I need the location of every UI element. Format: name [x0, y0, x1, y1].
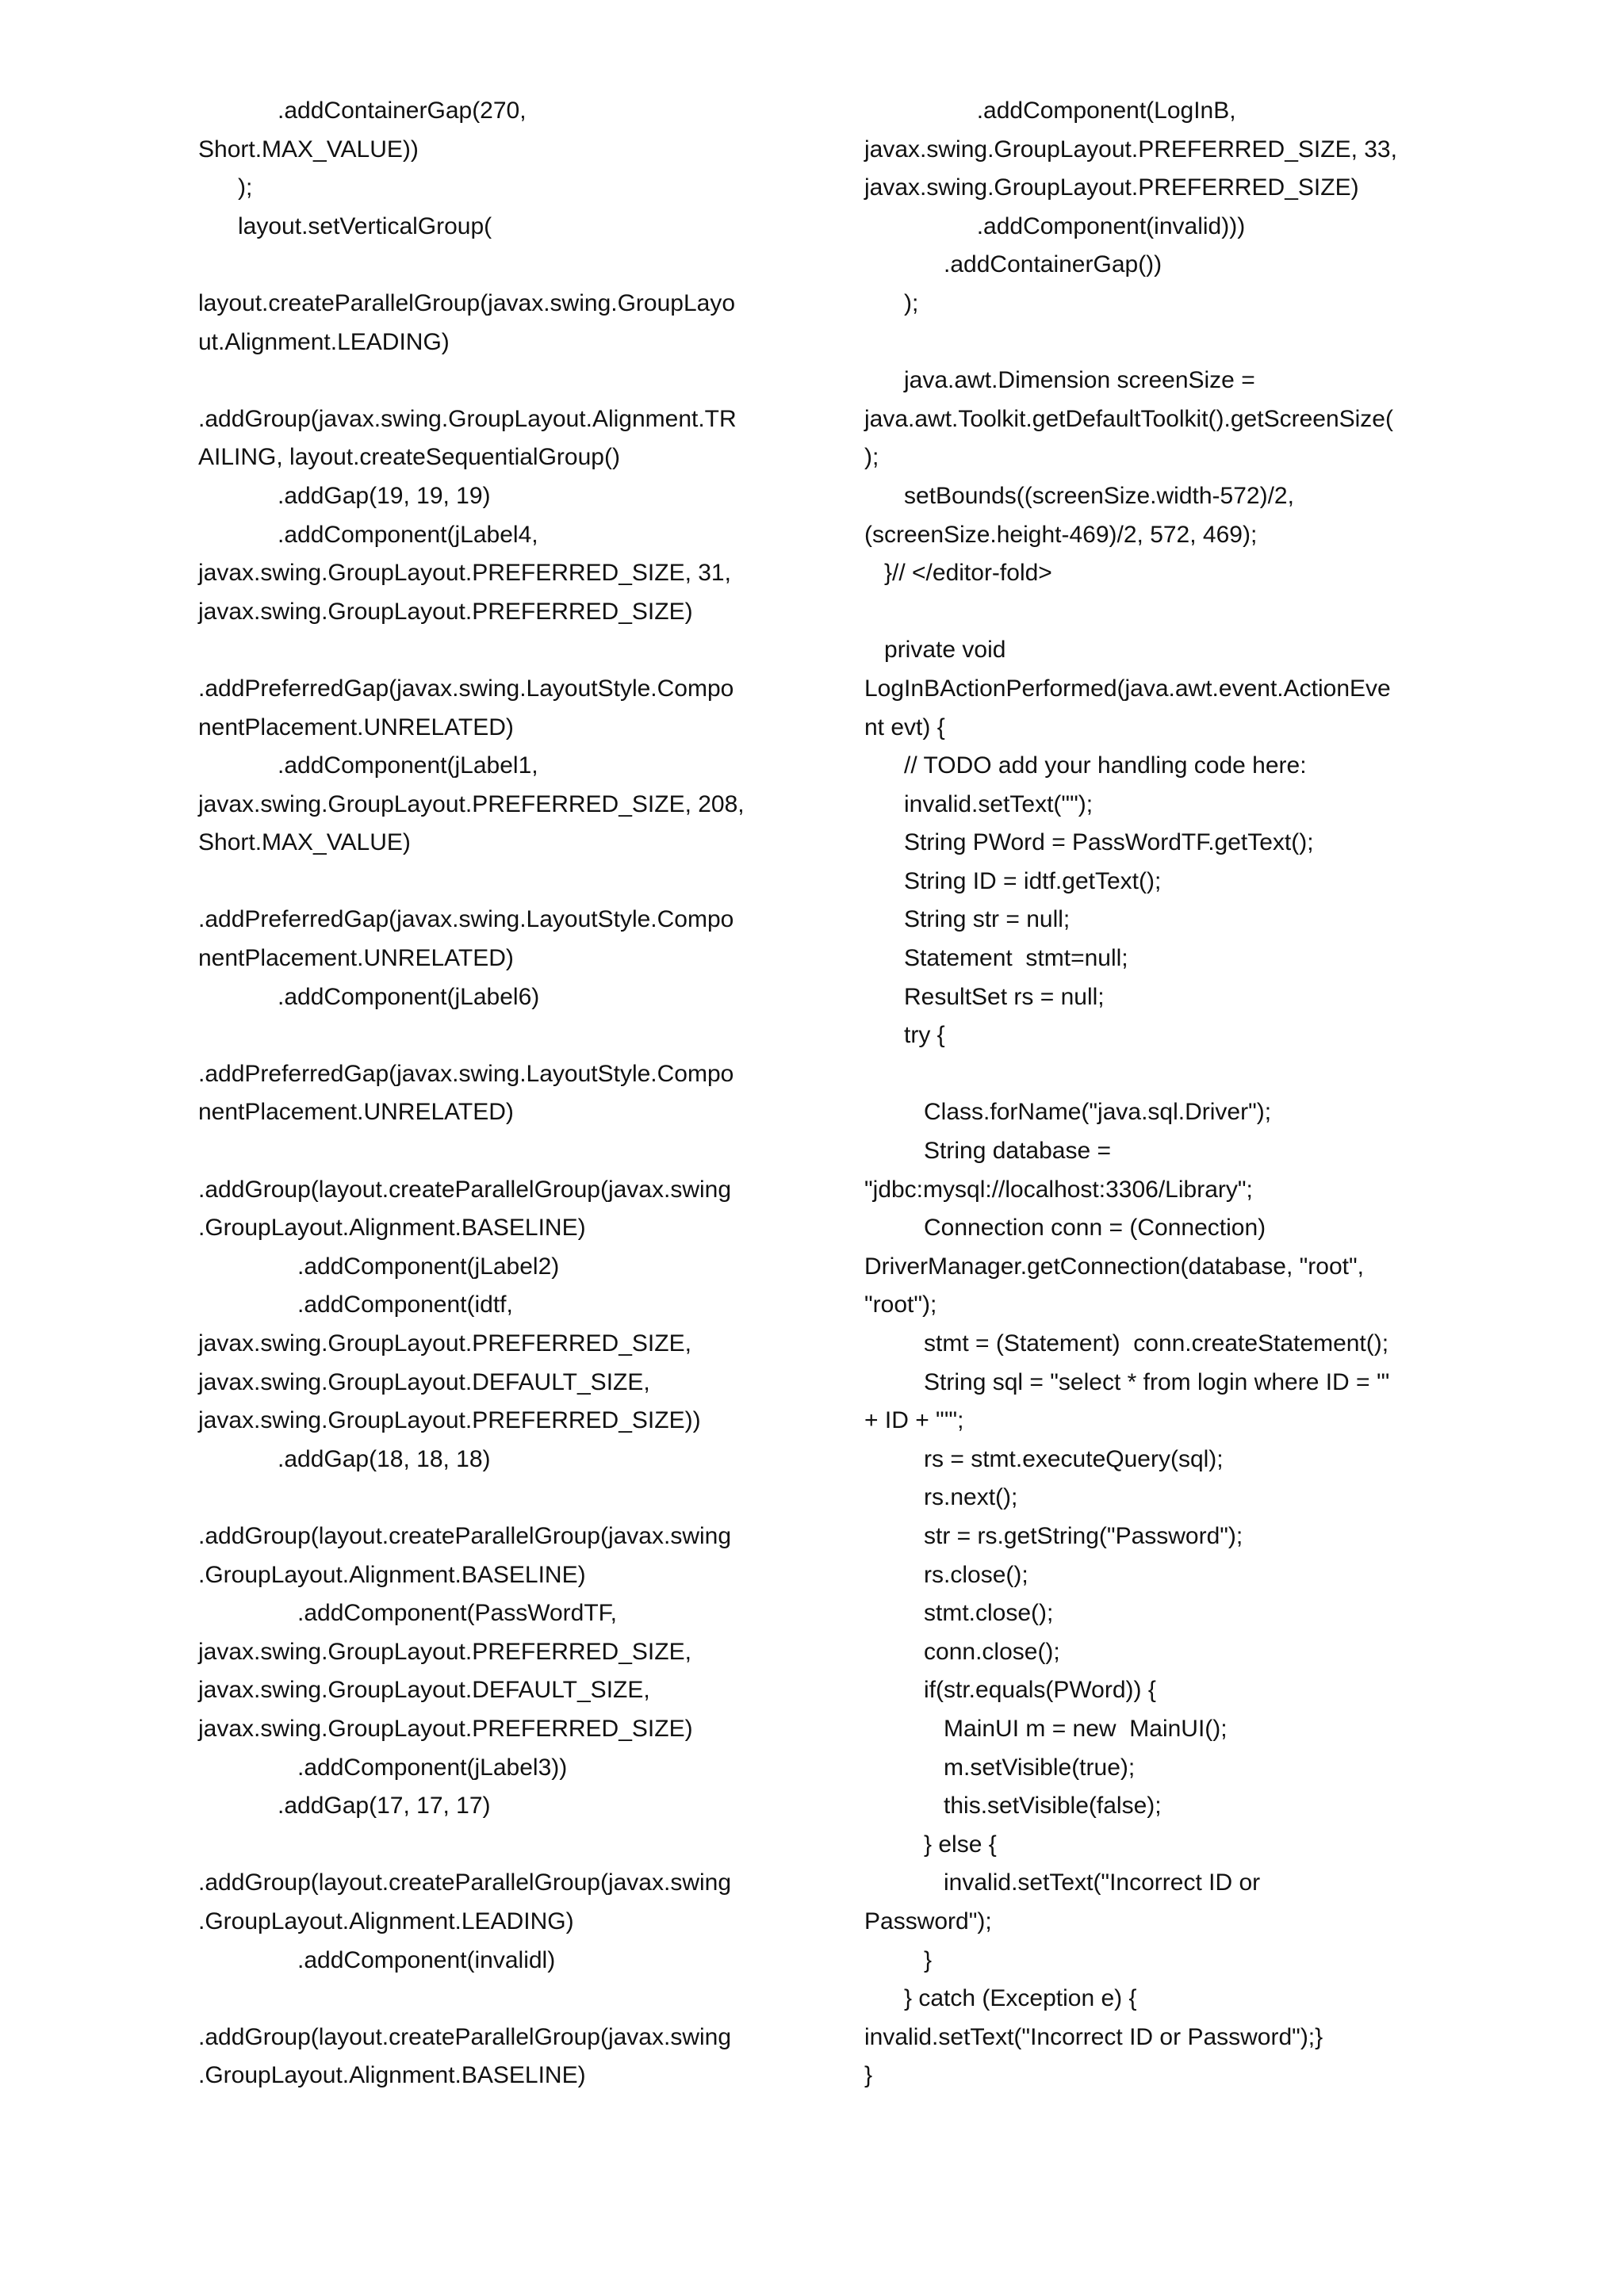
code-line: .GroupLayout.Alignment.LEADING): [198, 1908, 574, 1934]
code-line: [864, 323, 1443, 362]
code-line: AILING, layout.createSequentialGroup(): [198, 444, 620, 471]
code-line: javax.swing.GroupLayout.PREFERRED_SIZE,: [198, 1638, 691, 1665]
code-line: private void: [864, 637, 1006, 664]
code-line: m.setVisible(true);: [864, 1754, 1136, 1781]
code-line: nentPlacement.UNRELATED): [198, 1099, 514, 1126]
code-line: .addGroup(layout.createParallelGroup(javax.swing: [198, 1869, 732, 1896]
code-line: .addPreferredGap(javax.swing.LayoutStyle.Compo: [198, 906, 734, 933]
code-line: .addGap(19, 19, 19): [198, 482, 491, 509]
code-line: nentPlacement.UNRELATED): [198, 714, 514, 740]
code-line: javax.swing.GroupLayout.PREFERRED_SIZE, 31,: [198, 560, 731, 587]
code-line: );: [864, 289, 919, 316]
code-line: [198, 631, 769, 670]
code-line: Password");: [864, 1908, 992, 1934]
code-line: String ID = idtf.getText();: [864, 867, 1162, 894]
code-line: [198, 246, 769, 285]
code-line: javax.swing.GroupLayout.PREFERRED_SIZE): [864, 174, 1359, 201]
code-line: .addPreferredGap(javax.swing.LayoutStyle.Compo: [198, 675, 734, 702]
code-line: .addGap(17, 17, 17): [198, 1793, 491, 1820]
code-line: }: [864, 1946, 933, 1973]
code-line: [198, 1826, 769, 1865]
code-line: .addGroup(layout.createParallelGroup(javax.swing: [198, 1176, 732, 1203]
code-line: Statement stmt=null;: [864, 945, 1128, 972]
code-line: } catch (Exception e) {: [864, 1985, 1137, 2012]
code-line: javax.swing.GroupLayout.PREFERRED_SIZE, 33,: [864, 136, 1397, 163]
code-line: .addComponent(PassWordTF,: [198, 1600, 617, 1627]
code-line: .addComponent(invalid))): [864, 212, 1246, 239]
code-line: DriverManager.getConnection(database, "root",: [864, 1253, 1364, 1280]
code-line: try {: [864, 1022, 945, 1049]
code-line: if(str.equals(PWord)) {: [864, 1677, 1156, 1704]
code-line: }// </editor-fold>: [864, 560, 1052, 587]
code-line: invalid.setText("Incorrect ID or: [864, 1869, 1261, 1896]
code-line: java.awt.Toolkit.getDefaultToolkit().getScreenSize(: [864, 405, 1393, 432]
code-line: java.awt.Dimension screenSize =: [864, 367, 1255, 394]
code-line: str = rs.getString("Password");: [864, 1522, 1243, 1549]
code-line: (screenSize.height-469)/2, 572, 469);: [864, 521, 1258, 548]
code-line: stmt = (Statement) conn.createStatement();: [864, 1330, 1389, 1357]
code-line: .addComponent(invalidl): [198, 1946, 556, 1973]
code-line: "jdbc:mysql://localhost:3306/Library";: [864, 1176, 1253, 1203]
code-line: .addComponent(jLabel6): [198, 983, 540, 1010]
code-line: } else {: [864, 1831, 997, 1858]
code-line: setBounds((screenSize.width-572)/2,: [864, 482, 1294, 509]
code-line: [198, 1980, 769, 2019]
code-line: .GroupLayout.Alignment.BASELINE): [198, 2062, 586, 2089]
code-line: [198, 1479, 769, 1517]
code-line: String sql = "select * from login where ID = '": [864, 1368, 1390, 1395]
code-line: .addComponent(idtf,: [198, 1292, 513, 1318]
code-line: javax.swing.GroupLayout.DEFAULT_SIZE,: [198, 1677, 650, 1704]
code-line: String str = null;: [864, 906, 1071, 933]
code-line: .GroupLayout.Alignment.BASELINE): [198, 1215, 586, 1242]
code-line: invalid.setText("");: [864, 790, 1094, 817]
code-line: nt evt) {: [864, 714, 945, 740]
code-line: Short.MAX_VALUE)): [198, 136, 419, 163]
code-line: javax.swing.GroupLayout.PREFERRED_SIZE, 208,: [198, 790, 745, 817]
code-line: + ID + "'";: [864, 1407, 964, 1434]
code-line: rs = stmt.executeQuery(sql);: [864, 1445, 1224, 1472]
code-line: .addContainerGap(270,: [198, 98, 527, 124]
code-line: [198, 1132, 769, 1171]
code-line: javax.swing.GroupLayout.PREFERRED_SIZE,: [198, 1330, 691, 1357]
code-line: .addComponent(jLabel1,: [198, 752, 538, 779]
code-line: conn.close();: [864, 1638, 1060, 1665]
code-line: javax.swing.GroupLayout.PREFERRED_SIZE)): [198, 1407, 701, 1434]
code-line: .addComponent(jLabel2): [198, 1253, 560, 1280]
code-line: .addGroup(javax.swing.GroupLayout.Alignment.TR: [198, 405, 737, 432]
code-line: String PWord = PassWordTF.getText();: [864, 829, 1314, 856]
code-line: javax.swing.GroupLayout.DEFAULT_SIZE,: [198, 1368, 650, 1395]
code-line: rs.close();: [864, 1561, 1028, 1588]
code-line: [864, 593, 1443, 632]
code-line: .addPreferredGap(javax.swing.LayoutStyle.Compo: [198, 1060, 734, 1087]
code-line: .GroupLayout.Alignment.BASELINE): [198, 1561, 586, 1588]
code-line: String database =: [864, 1138, 1112, 1165]
code-line: .addComponent(jLabel3)): [198, 1754, 568, 1781]
code-line: .addGap(18, 18, 18): [198, 1445, 491, 1472]
code-line: .addGroup(layout.createParallelGroup(javax.swing: [198, 1522, 732, 1549]
code-line: javax.swing.GroupLayout.PREFERRED_SIZE): [198, 598, 693, 625]
code-line: javax.swing.GroupLayout.PREFERRED_SIZE): [198, 1715, 693, 1742]
code-line: .addGroup(layout.createParallelGroup(javax.swing: [198, 2023, 732, 2050]
code-line: Class.forName("java.sql.Driver");: [864, 1099, 1272, 1126]
code-line: layout.createParallelGroup(javax.swing.GroupLayo: [198, 289, 736, 316]
code-line: [864, 1055, 1443, 1094]
code-line: .addContainerGap()): [864, 251, 1162, 278]
code-line: [198, 1016, 769, 1055]
code-column-left: [198, 92, 769, 2095]
code-line: "root");: [864, 1292, 937, 1318]
code-line: // TODO add your handling code here:: [864, 752, 1307, 779]
code-line: .addComponent(LogInB,: [864, 98, 1236, 124]
code-line: );: [198, 174, 253, 201]
code-line: );: [864, 444, 879, 471]
code-line: LogInBActionPerformed(java.awt.event.ActionEve: [864, 675, 1391, 702]
code-line: MainUI m = new MainUI();: [864, 1715, 1228, 1742]
code-line: [198, 362, 769, 400]
code-line: ut.Alignment.LEADING): [198, 328, 450, 355]
code-line: Connection conn = (Connection): [864, 1215, 1266, 1242]
code-line: this.setVisible(false);: [864, 1793, 1162, 1820]
code-column-right: [864, 92, 1443, 2095]
code-line: layout.setVerticalGroup(: [198, 212, 492, 239]
code-line: ResultSet rs = null;: [864, 983, 1105, 1010]
code-line: }: [864, 2062, 873, 2089]
code-line: nentPlacement.UNRELATED): [198, 945, 514, 972]
code-line: stmt.close();: [864, 1600, 1054, 1627]
code-line: invalid.setText("Incorrect ID or Password");}: [864, 2023, 1323, 2050]
code-line: Short.MAX_VALUE): [198, 829, 411, 856]
code-line: [198, 863, 769, 901]
code-line: .addComponent(jLabel4,: [198, 521, 538, 548]
code-line: rs.next();: [864, 1484, 1018, 1511]
